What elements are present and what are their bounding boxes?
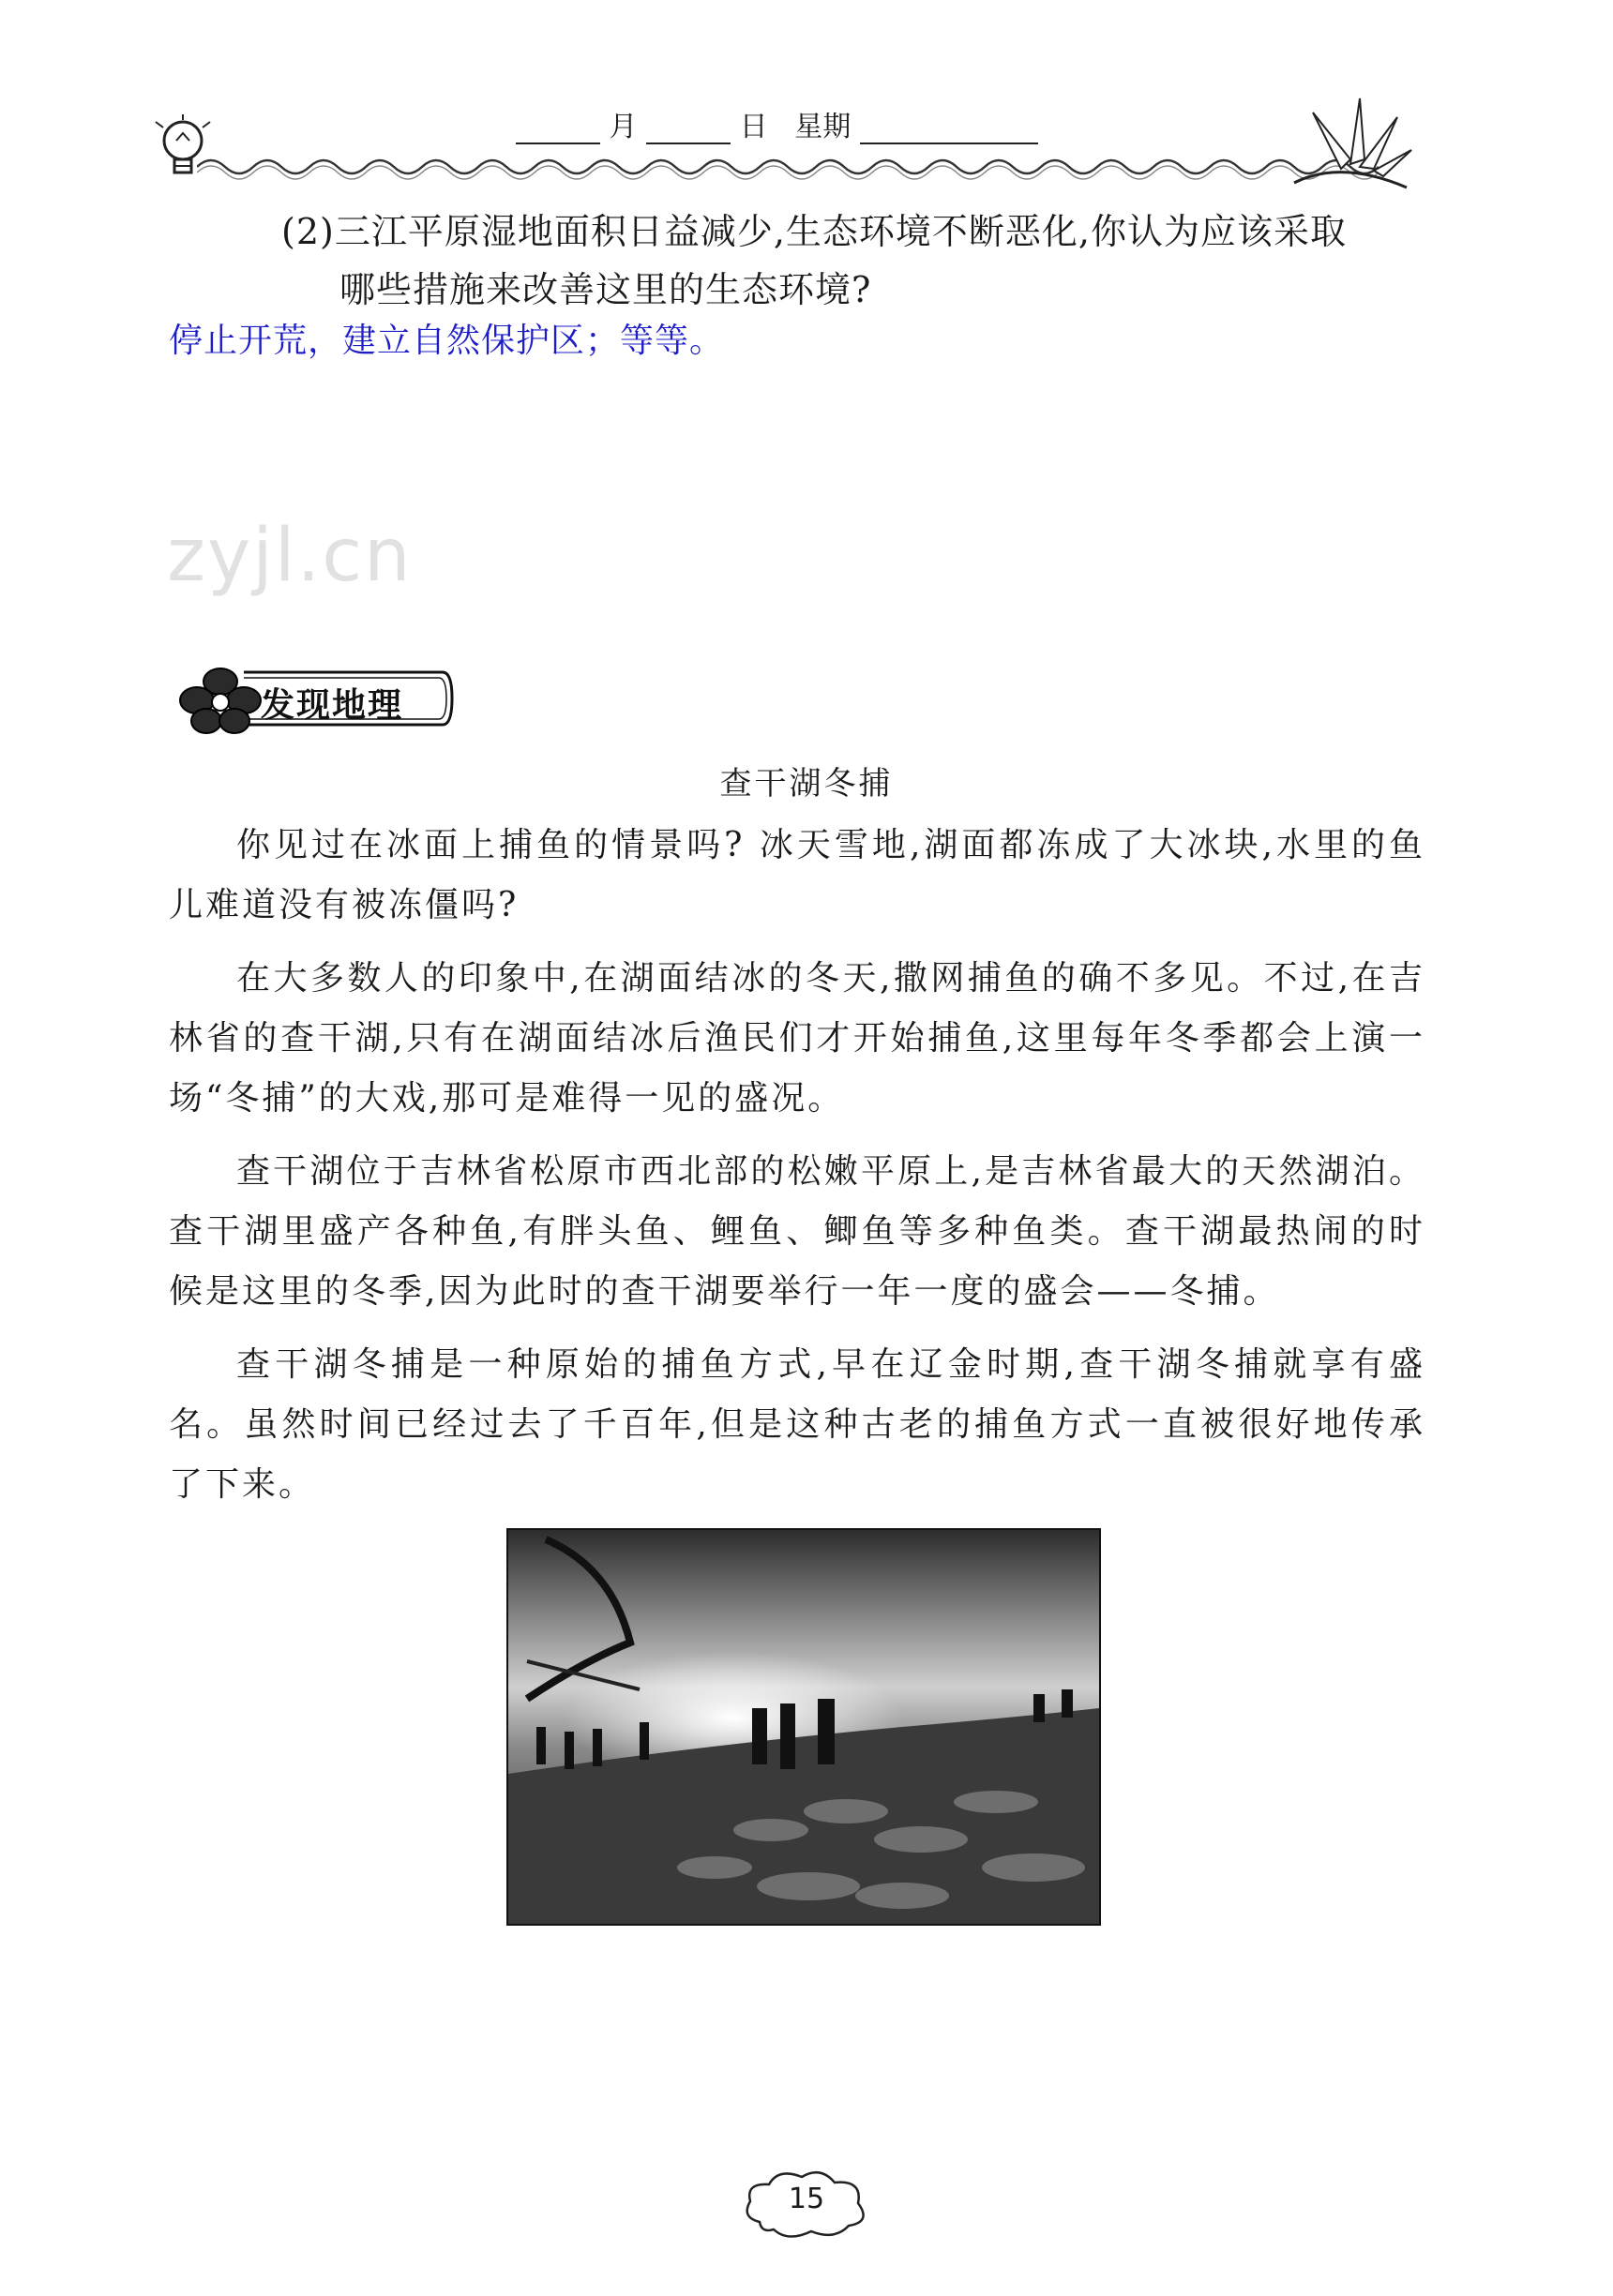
winter-fishing-photo [506,1528,1101,1926]
page-header [141,94,1435,197]
article-paragraph: 你见过在冰面上捕鱼的情景吗? 冰天雪地,湖面都冻成了大冰块,水里的鱼儿难道没有被冻僵吗? [169,826,1425,924]
watermark: zyjl.cn [167,514,413,598]
question-line-1: (2)三江平原湿地面积日益减少,生态环境不断恶化,你认为应该采取 [281,211,1347,252]
page-number: 15 [788,2183,825,2215]
article-paragraph: 在大多数人的印象中,在湖面结冰的冬天,撒网捕鱼的确不多见。不过,在吉林省的查干湖,只有在湖面结冰后渔民们才开始捕鱼,这里每年冬季都会上演一场“冬捕”的大戏,那可是难得一见的盛况。 [169,959,1425,1118]
article-paragraph: 查干湖冬捕是一种原始的捕鱼方式,早在辽金时期,查干湖冬捕就享有盛名。虽然时间已经过去了千百年,但是这种古老的捕鱼方式一直被很好地传承了下来。 [169,1345,1425,1504]
wavy-divider [197,148,1379,186]
article-title: 查干湖冬捕 [719,765,894,803]
article-body [169,816,1425,1528]
article-paragraph: 查干湖位于吉林省松原市西北部的松嫩平原上,是吉林省最大的天然湖泊。查干湖里盛产各种鱼,有胖头鱼、鲤鱼、鲫鱼等多种鱼类。查干湖最热闹的时候是这里的冬季,因为此时的查干湖要举行一年一度的盛会——冬捕。 [169,1152,1425,1311]
section-label: 发现地理 [261,686,404,725]
weekday-label: 星期 [794,111,852,143]
month-label: 月 [609,111,638,143]
answer-text: 停止开荒，建立自然保护区；等等。 [169,322,725,360]
bird-of-paradise-flower-icon [1285,94,1416,197]
question-line-2: 哪些措施来改善这里的生态环境? [339,269,872,310]
date-line [516,103,1038,144]
day-label: 日 [739,111,768,143]
page-number-badge [741,2166,872,2241]
question-2 [281,203,1444,319]
